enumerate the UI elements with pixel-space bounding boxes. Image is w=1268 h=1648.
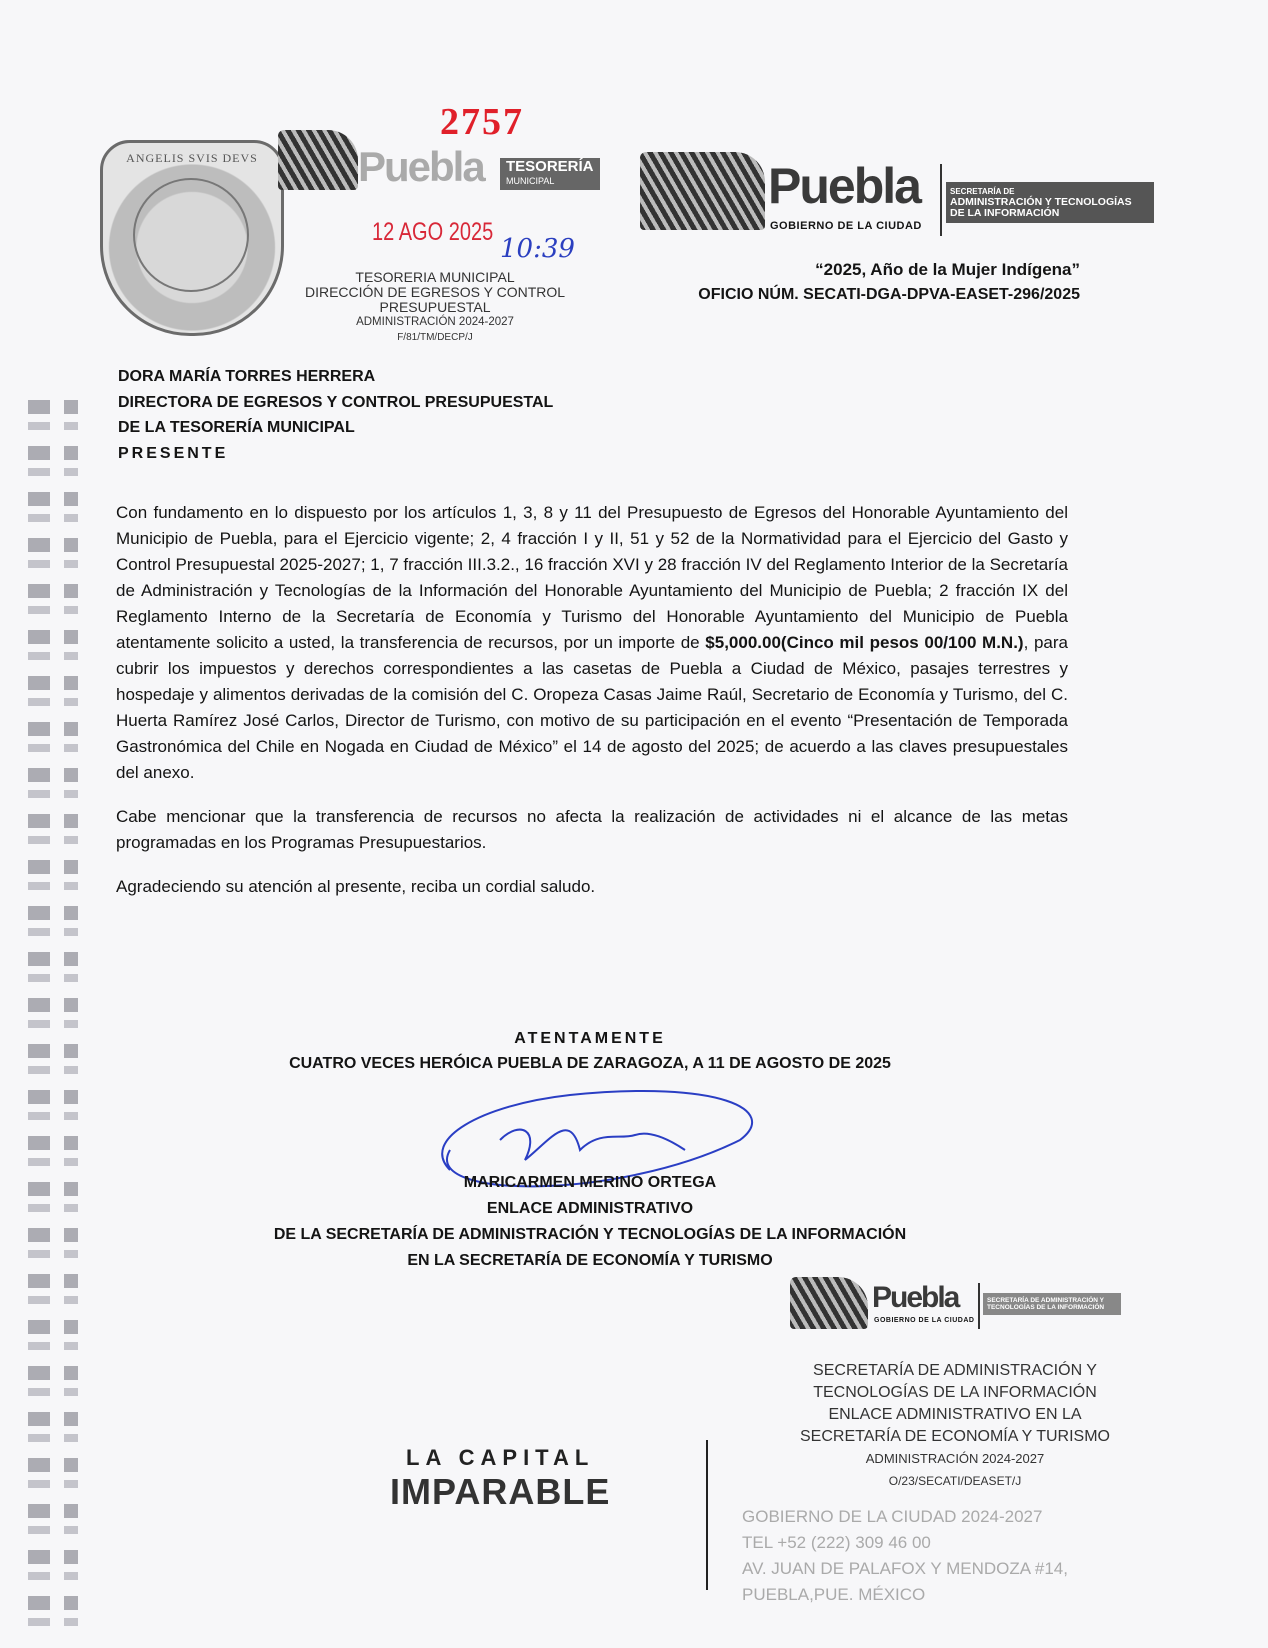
signer-org: EN LA SECRETARÍA DE ECONOMÍA Y TURISMO [407, 1252, 773, 1269]
stamp-line: TECNOLOGÍAS DE LA INFORMACIÓN [813, 1384, 1097, 1401]
address-line: PUEBLA,PUE. MÉXICO [742, 1585, 926, 1604]
puebla-emblem-icon [790, 1277, 868, 1329]
oficio-number: OFICIO NÚM. SECATI-DGA-DPVA-EASET-296/2025 [698, 286, 1080, 303]
received-date-stamp: 12 AGO 2025 [372, 218, 494, 246]
decorative-border [28, 400, 88, 1640]
treasury-band: TESORERÍA MUNICIPAL [500, 158, 600, 190]
stamp-line: F/81/TM/DECP/J [397, 332, 473, 343]
stamp-line: TESORERIA MUNICIPAL [355, 269, 515, 285]
amount: $5,000.00(Cinco mil pesos 00/100 M.N.) [705, 633, 1024, 652]
address-line: AV. JUAN DE PALAFOX Y MENDOZA #14, [742, 1559, 1068, 1578]
received-time-handwritten: 10:39 [500, 234, 575, 264]
signer-name: MARICARMEN MERINO ORTEGA [463, 1174, 717, 1191]
logo-subtitle: GOBIERNO DE LA CIUDAD [874, 1317, 975, 1324]
stamp-line: ENLACE ADMINISTRATIVO EN LA [828, 1406, 1082, 1423]
slogan-line: IMPARABLE [390, 1471, 611, 1512]
enlace-stamp-text [790, 1360, 1120, 1492]
secretariat-band: SECRETARÍA DE ADMINISTRACIÓN Y TECNOLOGÍAS DE LA INFORMACIÓN [983, 1293, 1121, 1315]
logo-divider [940, 164, 942, 236]
letter-body [116, 500, 1068, 918]
address-line: GOBIERNO DE LA CIUDAD 2024-2027 [742, 1507, 1043, 1526]
treasury-stamp-text [290, 270, 580, 345]
secretariat-logo [640, 150, 1150, 240]
footer-stamp-logo [790, 1275, 1120, 1335]
place-date: CUATRO VECES HERÓICA PUEBLA DE ZARAGOZA, A 11 DE AGOSTO DE 2025 [289, 1055, 891, 1072]
stamp-line: ADMINISTRACIÓN 2024-2027 [356, 316, 514, 328]
paragraph-request: Con fundamento en lo dispuesto por los artículos 1, 3, 8 y 11 del Presupuesto de Egresos del Honorable Ayuntamiento del Municipio de Puebla, para el Ejercicio vigente; 2, 4 fracción I y II, 51 y 52 de la Normatividad para el Ejercicio del Gasto y Control Presupuestal 2025-2027; 1, 7 fracción III.3.2., 16 fracción XVI y 28 fracción IV del Reglamento Interior de la Secretaría de Administración y Tecnologías de la Información del Honorable Ayuntamiento del Municipio de Puebla; 2 fracción IX del Reglamento Interno de la Secretaría de Economía y Turismo del Honorable Ayuntamiento del Municipio de Puebla atentamente solicito a usted, la transferencia de recursos, por un importe de $5,000.00(Cinco mil pesos 00/100 M.N.), para cubrir los impuestos y derechos correspondientes a las casetas de Puebla a Ciudad de México, pasajes terrestres y hospedaje y alimentos derivadas de la comisión del C. Oropeza Casas Jaime Raúl, Secretario de Economía y Turismo, del C. Huerta Ramírez José Carlos, Director de Turismo, con motivo de su participación en el evento “Presentación de Temporada Gastronómica del Chile en Nogada en Ciudad de México” el 14 de agosto del 2025; de acuerdo a las claves presupuestales del anexo. [116, 503, 1068, 782]
logo-subtitle: GOBIERNO DE LA CIUDAD [770, 220, 922, 232]
stamp-line: SECRETARÍA DE ADMINISTRACIÓN Y [813, 1362, 1097, 1379]
presente: PRESENTE [118, 444, 229, 462]
addressee-name: DORA MARÍA TORRES HERRERA [118, 368, 376, 385]
stamp-line: DIRECCIÓN DE EGRESOS Y CONTROL [304, 284, 566, 300]
secretariat-band: SECRETARÍA DE ADMINISTRACIÓN Y TECNOLOGÍAS DE LA INFORMACIÓN [946, 182, 1154, 223]
stamp-line: ADMINISTRACIÓN 2024-2027 [865, 1451, 1045, 1466]
closing-block [200, 1026, 980, 1076]
logo-word: Puebla [768, 158, 920, 214]
capital-imparable-logo [390, 1445, 610, 1513]
puebla-emblem-icon [640, 152, 765, 230]
municipal-seal [100, 140, 284, 336]
footer-divider [706, 1440, 708, 1590]
stamp-line: PRESUPUESTAL [379, 299, 491, 315]
atentamente: ATENTAMENTE [514, 1030, 666, 1047]
stamp-line: SECRETARÍA DE ECONOMÍA Y TURISMO [800, 1428, 1110, 1445]
logo-divider [978, 1283, 980, 1329]
addressee-block [118, 364, 553, 466]
slogan-line: LA CAPITAL [406, 1445, 595, 1470]
seal-castle-icon [133, 178, 249, 292]
puebla-emblem-icon [278, 130, 358, 190]
folio-number-stamp: 2757 [440, 101, 524, 143]
address-line: TEL +52 (222) 309 46 00 [742, 1533, 931, 1552]
signer-block [200, 1170, 980, 1274]
paragraph-thanks: Agradeciendo su atención al presente, reciba un cordial saludo. [116, 877, 596, 896]
footer-address [742, 1504, 1068, 1608]
addressee-title: DIRECTORA DE EGRESOS Y CONTROL PRESUPUESTAL [118, 393, 554, 411]
addressee-title: DE LA TESORERÍA MUNICIPAL [118, 419, 355, 436]
seal-lettering: ANGELIS SVIS DEVS [126, 151, 258, 165]
paragraph-note: Cabe mencionar que la transferencia de recursos no afecta la realización de actividades ni el alcance de las metas programadas en los Programas Presupuestarios. [116, 807, 1068, 852]
signer-org: DE LA SECRETARÍA DE ADMINISTRACIÓN Y TECNOLOGÍAS DE LA INFORMACIÓN [273, 1226, 907, 1243]
signer-title: ENLACE ADMINISTRATIVO [486, 1200, 694, 1217]
treasury-logo [278, 130, 608, 198]
stamp-line: O/23/SECATI/DEASET/J [888, 1474, 1022, 1488]
year-motto: “2025, Año de la Mujer Indígena” [815, 260, 1080, 279]
logo-word: Puebla [872, 1281, 959, 1314]
logo-word: Puebla [358, 143, 484, 190]
